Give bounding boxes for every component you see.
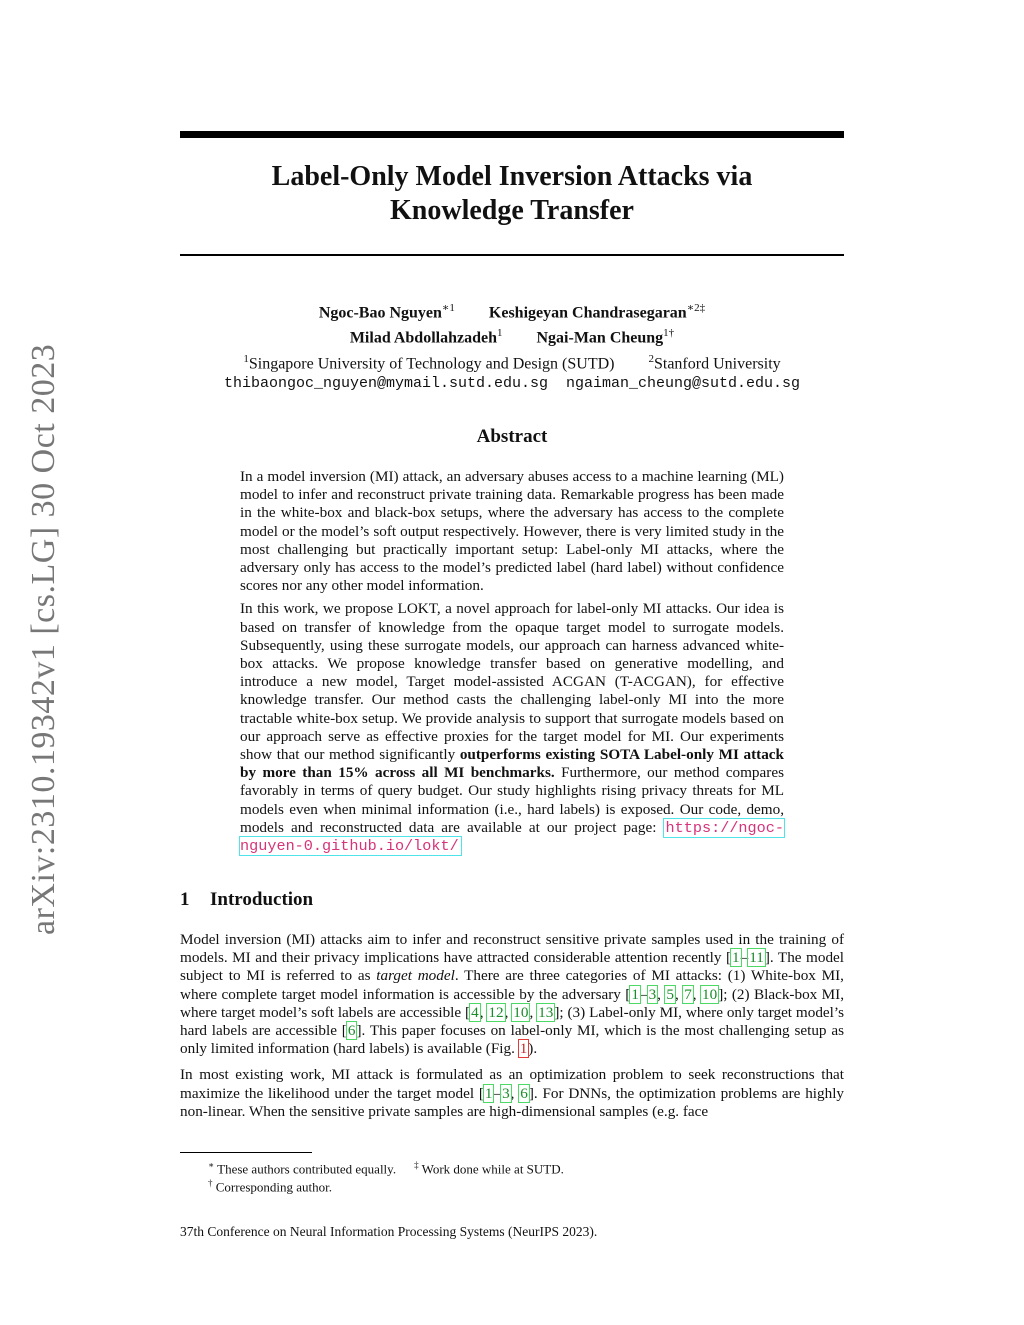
footnote-mark: †	[208, 1178, 213, 1188]
abstract-heading: Abstract	[476, 426, 548, 447]
footnote-mark: ‡	[414, 1160, 419, 1170]
author-name: Ngai-Man Cheung	[536, 329, 664, 347]
author-row-1	[180, 298, 844, 323]
footnote-text: Work done while at SUTD.	[418, 1161, 564, 1177]
title-bottom-rule	[180, 254, 844, 256]
section-number: 1	[180, 889, 190, 910]
abstract-highlight: outperforms existing SOTA Label-only MI attack by more than 15% across all MI benchmarks.	[240, 746, 784, 782]
citation-link[interactable]: 3	[502, 1084, 510, 1102]
citation-link[interactable]: 10	[702, 985, 718, 1003]
footnote-row-2	[208, 1175, 332, 1195]
author-name: Ngoc-Bao Nguyen	[318, 304, 442, 322]
author-row-2	[180, 323, 844, 348]
citation-link[interactable]: 10	[513, 1003, 529, 1021]
citation-link[interactable]: 4	[471, 1003, 479, 1021]
citation-link[interactable]: 3	[648, 985, 657, 1003]
citation-link[interactable]: 6	[520, 1084, 528, 1102]
abstract-paragraph-1: In a model inversion (MI) attack, an adversary abuses access to a machine learning (ML) model to infer and reconstruct private training data. Remarkable progress has been made in the white-box and black-box setups, where the adversary has access to the complete model or the model’s soft output respectively. However, there is very limited study in the most challenging but practically important setup: Label-only MI attacks, where the adversary only has access to the model’s predicted label (hard label) without confidence scores nor any other model information.	[240, 468, 784, 595]
author-block	[180, 298, 844, 394]
citation-link[interactable]: 11	[749, 949, 764, 967]
citation-link[interactable]: 5	[666, 985, 674, 1003]
intro-paragraph-1: Model inversion (MI) attacks aim to infer and reconstruct sensitive private samples used in the training of models. MI and their privacy implications have attracted considerable attention recently [1–11]. The model subject to MI is referred to as target model. There are three categories of MI attacks: (1) White-box MI, where complete target model information is accessible by the adversary [1–3, 5, 7, 10]; (2) Black-box MI, where target model’s soft labels are accessible [4, 12, 10, 13]; (3) Label-only MI, where only target model’s hard labels are accessible [6]. This paper focuses on label-only MI, which is the most challenging setup as only limited information (hard labels) is available (Fig. 1).	[180, 931, 845, 1058]
author-name: Milad Abdollahzadeh	[349, 329, 497, 347]
affil-mark: 1	[243, 352, 249, 365]
abstract-text: In this work, we propose LOKT, a novel approach for label-only MI attacks. Our idea is based on transfer of knowledge from the opaque target model to surrogate models. Subsequently, using these surrogate models, our approach can harness advanced white-box attacks. We propose knowledge transfer based on generative modelling, and introduce a new model, Target model-assisted ACGAN (T-ACGAN), for effective knowledge transfer. Our method casts the challenging label-only MI into the more tractable white-box setup. We provide analysis to support that surrogate models based on our approach serve as effective proxies for the target model for MI. Our experiments show that our method significantly	[240, 600, 784, 764]
intro-body	[180, 931, 844, 1129]
email-2[interactable]: ngaiman_cheung@sutd.edu.sg	[566, 374, 801, 392]
citation-link[interactable]: 6	[347, 1022, 356, 1040]
abstract-paragraph-2	[240, 600, 784, 855]
citation-link[interactable]: 13	[538, 1003, 554, 1021]
footnote-text: These authors contributed equally.	[214, 1161, 397, 1177]
author-affil-mark: 1	[496, 327, 503, 340]
email-1[interactable]: thibaongoc_nguyen@mymail.sutd.edu.sg	[223, 374, 548, 392]
intro-paragraph-2: In most existing work, MI attack is formulated as an optimization problem to seek reconstructions that maximize the likelihood under the target model [1–3, 6]. For DNNs, the optimization problems are highly non-linear. When the sensitive private samples are high-dimensional samples (e.g. face	[180, 1066, 845, 1120]
abstract-text: Furthermore, our method compares favorably in terms of query budget. Our study highlights rising privacy threats for ML models even when minimal information (i.e., hard labels) is exposed. Our code, demo, models and reconstructed data are available at our project page:	[240, 764, 784, 836]
affiliation-1: Singapore University of Technology and Design (SUTD)	[248, 354, 615, 372]
arxiv-stamp: arXiv:2310.19342v1 [cs.LG] 30 Oct 2023	[25, 343, 62, 935]
footnote-mark: ∗	[208, 1160, 215, 1170]
title-top-rule	[180, 131, 844, 138]
citation-link[interactable]: 1	[631, 985, 639, 1003]
affil-mark: 2	[648, 352, 654, 365]
citation-link[interactable]: 1	[484, 1084, 493, 1102]
emphasis: target model	[376, 967, 455, 985]
figure-link[interactable]: 1	[519, 1040, 528, 1058]
section-title: Introduction	[210, 889, 314, 910]
citation-link[interactable]: 12	[488, 1003, 504, 1021]
citation-link[interactable]: 1	[732, 949, 740, 967]
project-page-link[interactable]: https://ngoc-nguyen-0.github.io/lokt/	[240, 818, 784, 856]
author-affil-mark: 1†	[663, 327, 675, 340]
affiliation-2: Stanford University	[653, 354, 781, 372]
author-affil-mark: ∗2‡	[686, 302, 706, 314]
footnote-rule	[180, 1152, 312, 1153]
footnote-text: Corresponding author.	[212, 1179, 333, 1195]
section-heading	[180, 889, 313, 911]
conference-note: 37th Conference on Neural Information Processing Systems (NeurIPS 2023).	[180, 1224, 598, 1239]
abstract-body	[240, 468, 784, 860]
emails	[180, 374, 844, 394]
affiliations	[180, 349, 844, 374]
author-affil-mark: ∗1	[441, 302, 455, 314]
author-name: Keshigeyan Chandrasegaran	[488, 304, 687, 322]
title-line-1: Label-Only Model Inversion Attacks via	[271, 161, 753, 192]
title-line-2: Knowledge Transfer	[390, 195, 634, 226]
paper-title	[180, 160, 844, 228]
citation-link[interactable]: 7	[684, 985, 692, 1003]
